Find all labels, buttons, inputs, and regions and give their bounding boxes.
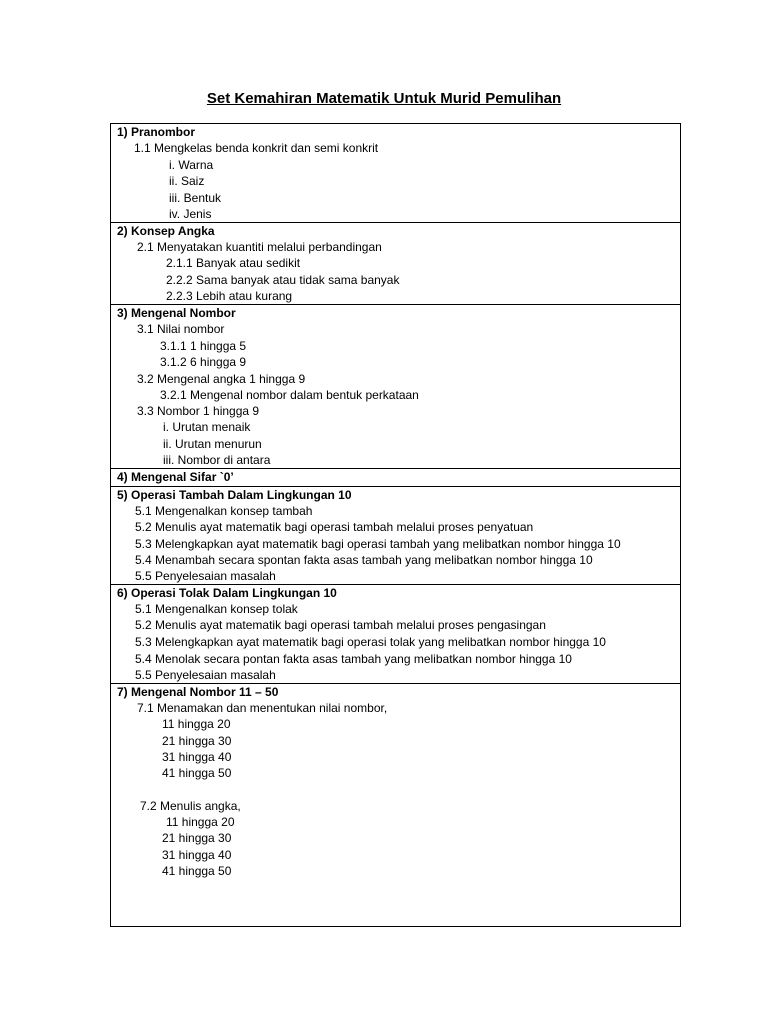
section-heading: 6) Operasi Tolak Dalam Lingkungan 10 <box>117 586 337 600</box>
list-item: 5.3 Melengkapkan ayat matematik bagi operasi tambah yang melibatkan nombor hingga 10 <box>135 537 621 551</box>
list-item: iii. Bentuk <box>169 191 222 205</box>
list-item: 2.1.1 Banyak atau sedikit <box>166 256 301 270</box>
list-item: 3.1.1 1 hingga 5 <box>160 339 247 353</box>
list-item: 2.2.2 Sama banyak atau tidak sama banyak <box>166 273 400 287</box>
list-item: i. Urutan menaik <box>163 420 251 434</box>
section-heading: 5) Operasi Tambah Dalam Lingkungan 10 <box>117 488 352 502</box>
list-item: 5.1 Mengenalkan konsep tambah <box>135 504 313 518</box>
section-operasi-tambah <box>111 487 680 585</box>
list-item: 31 hingga 40 <box>162 848 232 862</box>
document-title: Set Kemahiran Matematik Untuk Murid Pemulihan <box>206 90 562 107</box>
list-item: 21 hingga 30 <box>162 831 232 845</box>
section-heading: 4) Mengenal Sifar `0’ <box>117 470 234 484</box>
section-operasi-tolak <box>111 585 680 684</box>
list-item: 11 hingga 20 <box>166 815 235 829</box>
section-heading: 3) Mengenal Nombor <box>117 306 236 320</box>
section-pranombor <box>111 124 680 223</box>
list-item: i. Warna <box>169 158 214 172</box>
section-mengenal-nombor <box>111 305 680 469</box>
list-item: 21 hingga 30 <box>162 734 232 748</box>
list-item: iii. Nombor di antara <box>163 453 271 467</box>
list-item: 5.4 Menolak secara pontan fakta asas tambah yang melibatkan nombor hingga 10 <box>135 652 572 666</box>
list-item: 41 hingga 50 <box>162 864 232 878</box>
section-mengenal-nombor-11-50 <box>111 684 680 924</box>
list-item: 7.2 Menulis angka, <box>140 799 241 813</box>
list-item: 5.1 Mengenalkan konsep tolak <box>135 602 298 616</box>
list-item: 5.2 Menulis ayat matematik bagi operasi tambah melalui proses penyatuan <box>135 520 534 534</box>
list-item: 3.3 Nombor 1 hingga 9 <box>137 404 260 418</box>
list-item: 3.1.2 6 hingga 9 <box>160 355 247 369</box>
section-heading: 7) Mengenal Nombor 11 – 50 <box>117 685 279 699</box>
list-item: 7.1 Menamakan dan menentukan nilai nombor, <box>137 701 388 715</box>
list-item: 1.1 Mengkelas benda konkrit dan semi konkrit <box>134 141 379 155</box>
section-heading: 2) Konsep Angka <box>117 224 215 238</box>
list-item: 41 hingga 50 <box>162 766 232 780</box>
list-item: 11 hingga 20 <box>162 717 231 731</box>
list-item: 3.2 Mengenal angka 1 hingga 9 <box>137 372 306 386</box>
list-item: ii. Urutan menurun <box>163 437 262 451</box>
list-item: 5.4 Menambah secara spontan fakta asas tambah yang melibatkan nombor hingga 10 <box>135 553 593 567</box>
list-item: 3.1 Nilai nombor <box>137 322 225 336</box>
list-item: 3.2.1 Mengenal nombor dalam bentuk perkataan <box>160 388 419 402</box>
list-item: 5.5 Penyelesaian masalah <box>135 668 276 682</box>
section-mengenal-sifar <box>111 469 680 487</box>
section-heading: 1) Pranombor <box>117 125 196 139</box>
list-item: 2.1 Menyatakan kuantiti melalui perbandingan <box>137 240 382 254</box>
list-item: 2.2.3 Lebih atau kurang <box>166 289 293 303</box>
list-item: 5.2 Menulis ayat matematik bagi operasi tambah melalui proses pengasingan <box>135 618 546 632</box>
list-item: 31 hingga 40 <box>162 750 232 764</box>
list-item: 5.3 Melengkapkan ayat matematik bagi operasi tolak yang melibatkan nombor hingga 10 <box>135 635 606 649</box>
skills-table <box>110 123 681 927</box>
list-item: iv. Jenis <box>169 207 212 221</box>
list-item: ii. Saiz <box>169 174 205 188</box>
section-konsep-angka <box>111 223 680 305</box>
list-item: 5.5 Penyelesaian masalah <box>135 569 276 583</box>
